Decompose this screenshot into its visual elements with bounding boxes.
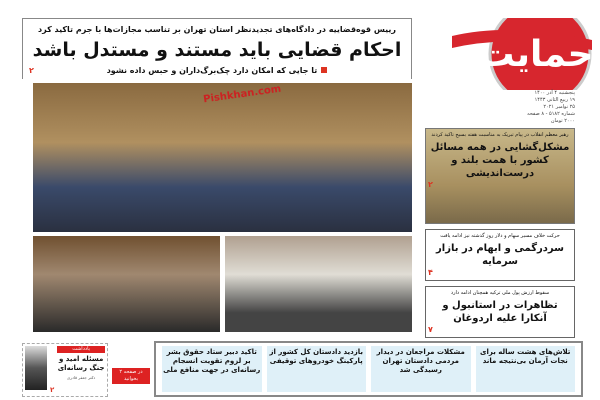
story-kicker: سقوط ارزش پول ملی ترکیه همچنان ادامه دارد (450, 290, 550, 296)
note-author: دکتر جعفر قادری (67, 375, 96, 380)
masthead-logo (412, 18, 600, 90)
page-ref: ۲ (50, 386, 55, 394)
author-photo (25, 346, 47, 390)
read-more-tag: در صفحه ۲ بخوانید (112, 368, 150, 384)
brief-item[interactable]: تاکید دبیر ستاد حقوق بشر بر لزوم تقویت انسجام رسانه‌ای در جهت منافع ملی (162, 346, 262, 392)
date-persian: پنجشنبه ۴ آذر ۱۴۰۰ (534, 90, 575, 96)
page-ref: ۷ (428, 325, 433, 334)
brief-item[interactable]: تلاش‌های هشت ساله برای نجات آرمان بی‌نتیجه ماند (476, 346, 576, 392)
lead-headline[interactable]: احکام قضایی باید مستند و مستدل باشد (32, 39, 402, 61)
story-headline: تظاهرات در استانبول و آنکارا علیه اردوغان (442, 300, 558, 324)
bottom-briefs (154, 341, 583, 397)
issue-number: شماره ۵۱۸۲ - ۸ صفحه (527, 111, 575, 117)
story-kicker: رهبر معظم انقلاب در پیام تبریک به مناسبت هفته بسیج تاکید کردند (431, 132, 569, 138)
left-column (22, 18, 412, 332)
svg-text:حمایت: حمایت (478, 34, 594, 75)
note-title: مسئله امید و جنگ رسانه‌ای (57, 355, 105, 372)
lead-subhead (29, 65, 405, 76)
photo-left[interactable] (33, 236, 220, 332)
date-gregorian: ۲۵ نوامبر ۲۰۲۱ (543, 104, 575, 110)
note-label: یادداشت (57, 346, 105, 353)
photo-row (33, 236, 412, 332)
price: ۲۰۰۰ تومان (550, 118, 575, 124)
brief-item[interactable]: مشکلات مراجعان در دیدار مردمی دادستان تهران رسیدگی شد (371, 346, 471, 392)
page-ref: ۴ (428, 268, 433, 277)
editorial-note[interactable] (22, 343, 108, 397)
right-column (425, 128, 575, 338)
date-hijri: ۱۹ ربیع الثانی ۱۴۴۳ (534, 97, 575, 103)
page-ref: ۲ (29, 66, 34, 75)
brief-item[interactable]: بازدید دادستان کل کشور از پارکینگ خودروهای توقیفی (267, 346, 367, 392)
lead-subhead-text: تا جایی که امکان دارد چک‌برگ‌داران و حبس داده نشود (106, 66, 318, 75)
market-story[interactable] (425, 229, 575, 281)
leader-story[interactable] (425, 128, 575, 224)
lead-kicker: رییس قوه‌قضاییه در دادگاه‌های تجدیدنظر استان تهران بر تناسب مجازات‌ها با جرم تاکید کرد (37, 25, 396, 34)
turkey-story[interactable] (425, 286, 575, 338)
story-kicker: حرکت خلاف مسیر سهام و دلار روز گذشته نیز ادامه یافت (440, 233, 560, 239)
lead-story (22, 18, 412, 79)
story-headline: سردرگمی و ابهام در بازار سرمایه (436, 243, 564, 267)
lead-photo[interactable] (33, 83, 412, 232)
watermark: Pishkhan.com (202, 83, 282, 106)
bullet-icon (321, 67, 327, 73)
photo-right[interactable] (225, 236, 412, 332)
issue-info (425, 90, 575, 125)
story-headline: مشکل‌گشایی در همه مسائل کشور با همت بلند و درست‌اندیشی (430, 142, 570, 179)
page-ref: ۲ (428, 180, 433, 189)
